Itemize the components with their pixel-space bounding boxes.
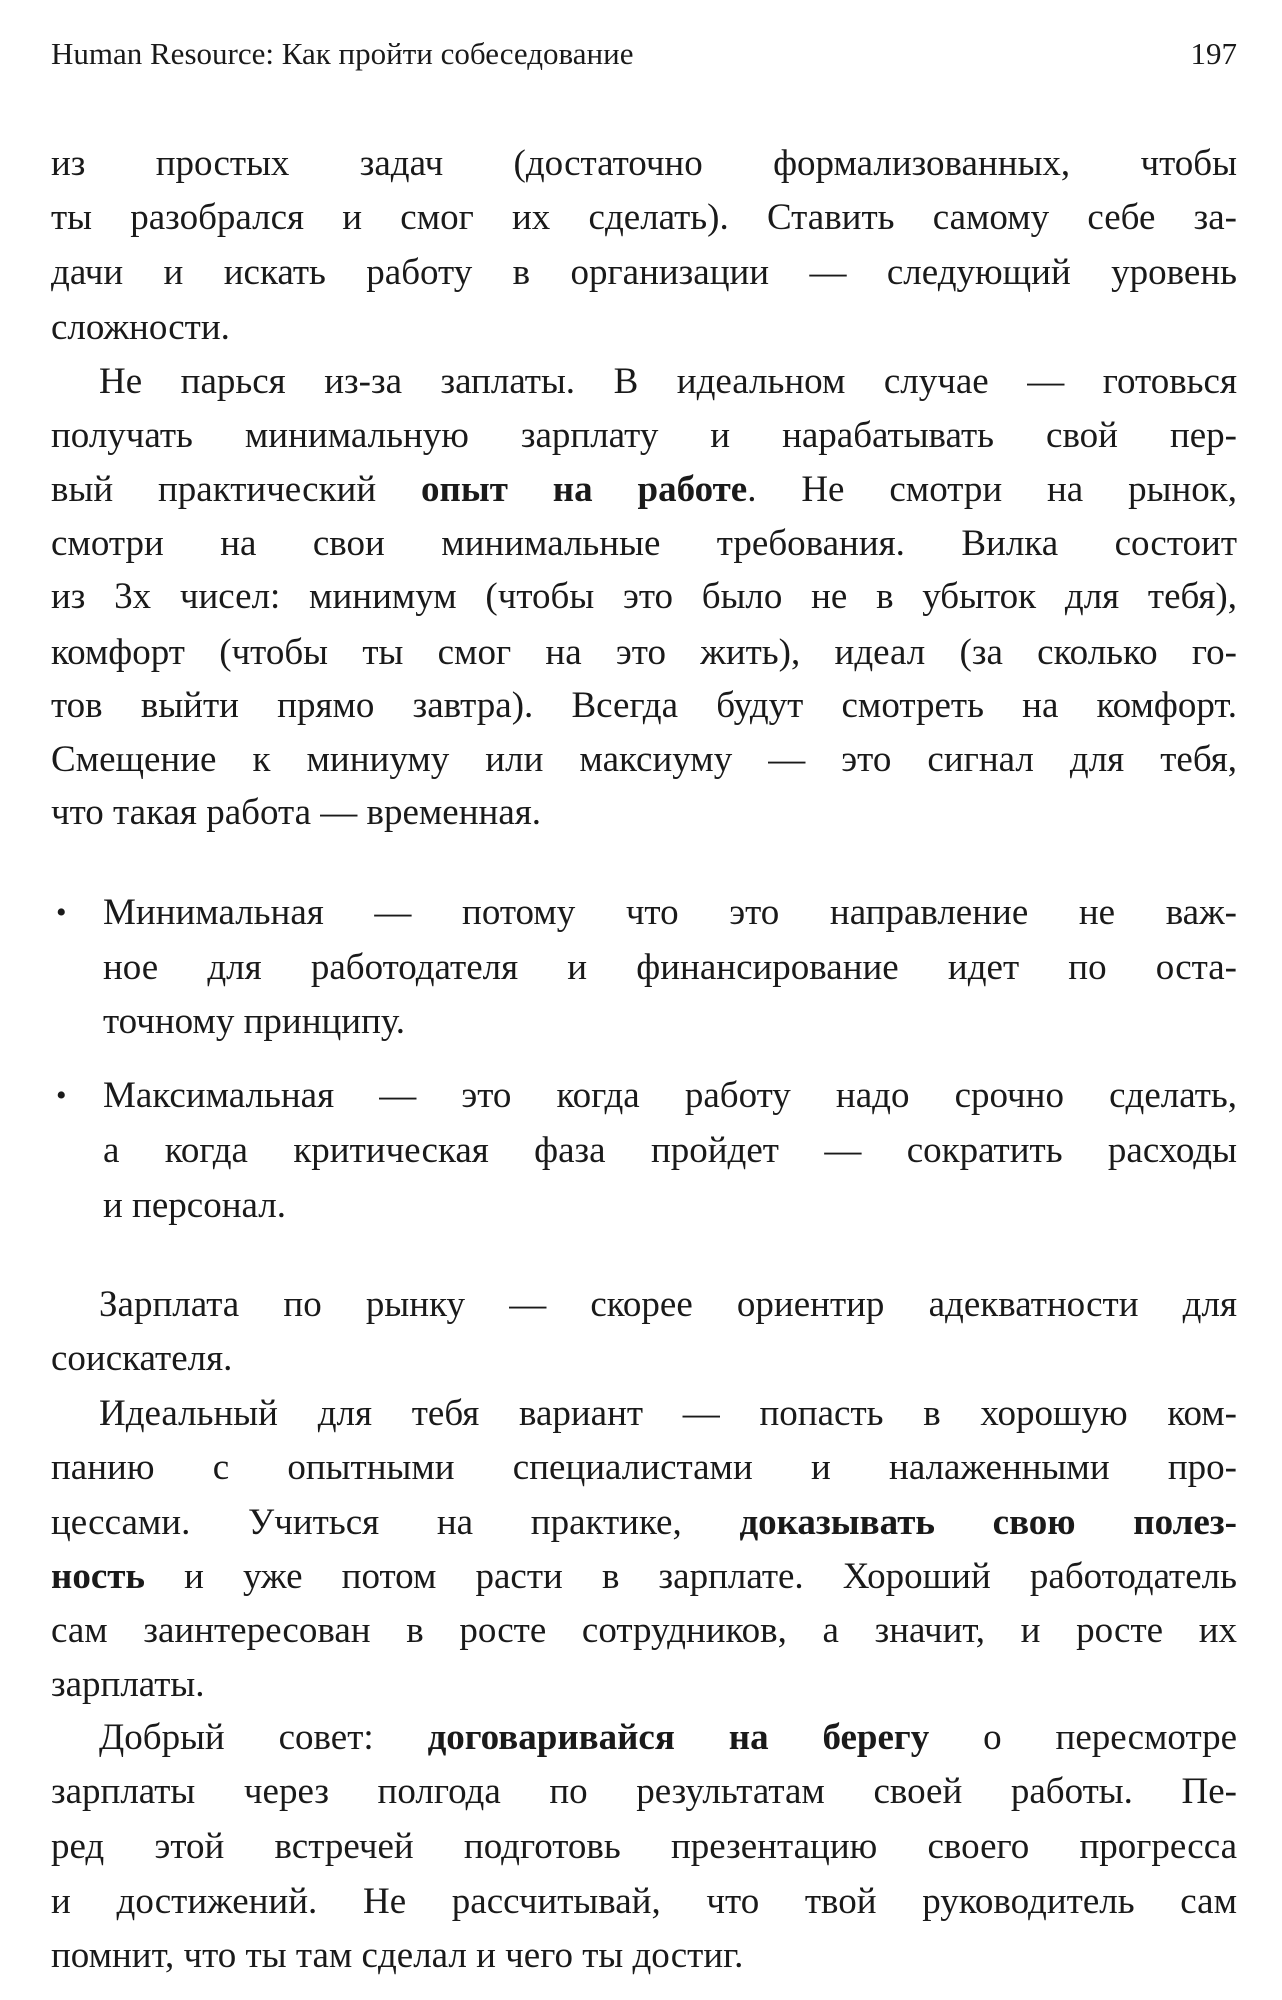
text-run: Добрый совет: [99,1717,428,1758]
text-run: что такая работа — временная. [51,792,542,833]
page-number: 197 [1190,36,1237,71]
text-run: ное для работодателя и финансирование идет по оста- [103,947,1237,988]
text-run: и персонал. [103,1185,286,1226]
paragraph-line [51,137,1237,191]
text-run: зарплаты через полгода по результатам своей работы. Пе- [51,1771,1237,1812]
paragraph-line [51,191,1237,245]
text-run: тов выйти прямо завтра). Всегда будут смотреть на комфорт. [51,685,1237,726]
paragraph-line [99,1278,1237,1332]
text-run: ты разобрался и смог их сделать). Ставить самому себе за- [51,197,1237,238]
paragraph-line [51,1496,1237,1550]
list-item-line [103,886,1237,940]
paragraph-line [51,1875,1237,1929]
paragraph-line [51,626,1237,680]
bold-text: доказывать свою полез- [739,1502,1237,1543]
text-run: Не парься из-за заплаты. В идеальном случае — готовься [99,361,1237,402]
text-run: о пересмотре [929,1717,1237,1758]
text-run: смотри на свои минимальные требования. Вилка состоит [51,523,1237,564]
paragraph-line [51,1550,1237,1604]
paragraph-line [51,786,1237,840]
paragraph-line [51,1820,1237,1874]
text-run: и достижений. Не рассчитывай, что твой руководитель сам [51,1881,1237,1922]
paragraph-line [51,570,1237,624]
text-run: комфорт (чтобы ты смог на это жить), идеал (за сколько го- [51,632,1237,673]
paragraph-line [51,409,1237,463]
list-item-line [103,1124,1237,1178]
text-run: дачи и искать работу в организации — следующий уровень [51,252,1237,293]
text-run: точному принципу. [103,1001,405,1042]
text-run: . Не смотри на рынок, [747,469,1237,510]
paragraph-line [99,1387,1237,1441]
paragraph-line [51,1765,1237,1819]
running-header-title: Human Resource: Как пройти собеседование [51,36,634,71]
text-run: соискателя. [51,1338,233,1379]
paragraph-line [51,1929,1237,1983]
text-run: из простых задач (достаточно формализованных, чтобы [51,143,1237,184]
list-item-line [103,995,1237,1049]
bold-text: опыт на работе [421,469,748,510]
text-run: ред этой встречей подготовь презентацию своего прогресса [51,1826,1237,1867]
text-run: Смещение к миниуму или максиуму — это сигнал для тебя, [51,739,1237,780]
text-run: Идеальный для тебя вариант — попасть в хорошую ком- [99,1393,1237,1434]
list-item-line [103,941,1237,995]
list-item-line [103,1179,1237,1233]
text-run: сам заинтересован в росте сотрудников, а значит, и росте их [51,1610,1237,1651]
text-run: Максимальная — это когда работу надо срочно сделать, [103,1075,1237,1116]
paragraph-line [51,1441,1237,1495]
text-run: из 3х чисел: минимум (чтобы это было не в убыток для тебя), [51,576,1237,617]
paragraph-line [99,355,1237,409]
text-run: и уже потом расти в зарплате. Хороший работодатель [144,1556,1237,1597]
paragraph-line [51,301,1237,355]
bold-text: договаривайся на берегу [427,1717,930,1758]
paragraph-line [51,1658,1237,1712]
text-run: сложности. [51,307,230,348]
text-run: панию с опытными специалистами и налаженными про- [51,1447,1237,1488]
text-run: помнит, что ты там сделал и чего ты достиг. [51,1935,744,1976]
paragraph-line [99,1711,1237,1765]
bullet-icon: • [56,1079,67,1112]
text-run: получать минимальную зарплату и нарабатывать свой пер- [51,415,1237,456]
text-run: а когда критическая фаза пройдет — сократить расходы [103,1130,1237,1171]
bold-text: ность [51,1556,145,1597]
paragraph-line [51,679,1237,733]
paragraph-line [51,733,1237,787]
text-run: зарплаты. [51,1664,205,1705]
paragraph-line [51,246,1237,300]
bullet-icon: • [56,896,67,929]
paragraph-line [51,517,1237,571]
list-item-line [103,1069,1237,1123]
paragraph-line [51,1604,1237,1658]
text-run: Минимальная — потому что это направление не важ- [103,892,1237,933]
text-run: Зарплата по рынку — скорее ориентир адекватности для [99,1284,1237,1325]
text-run: цессами. Учиться на практике, [51,1502,740,1543]
paragraph-line [51,1332,1237,1386]
text-run: вый практический [51,469,422,510]
paragraph-line [51,463,1237,517]
